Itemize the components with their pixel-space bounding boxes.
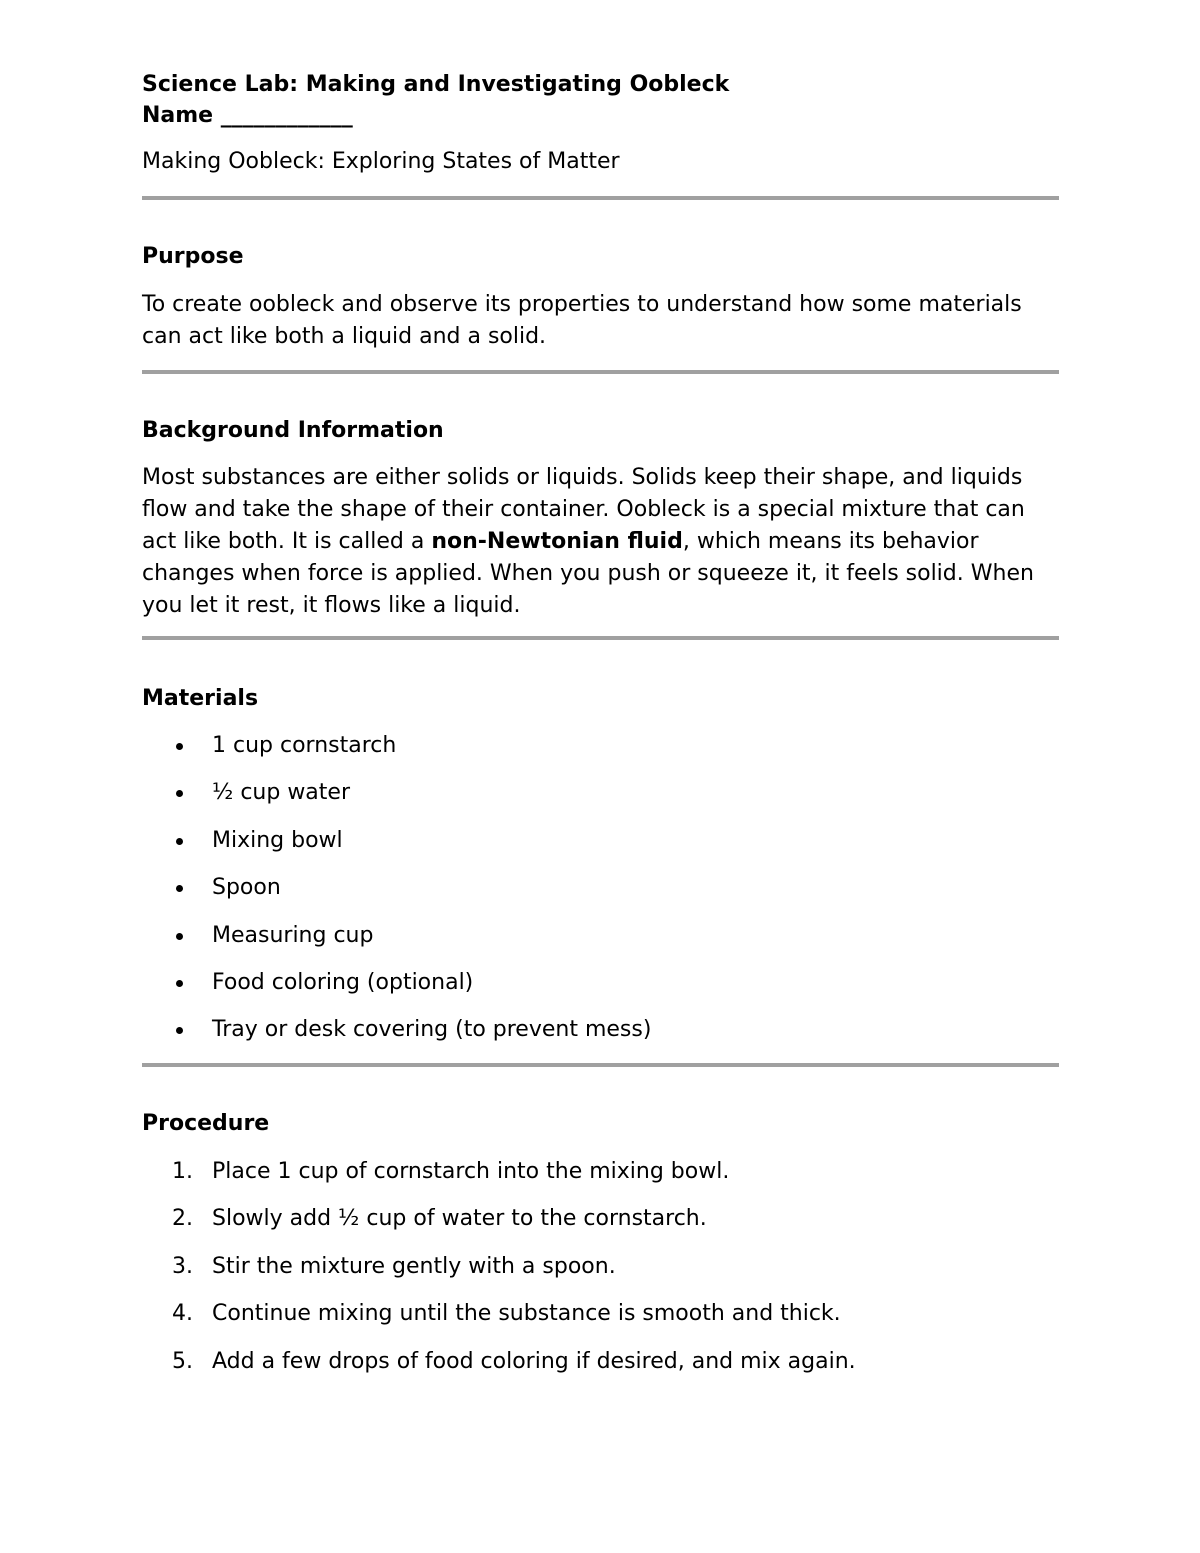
name-field-line [142, 101, 353, 131]
name-blank: ____________ [220, 103, 353, 128]
name-label: Name [142, 103, 214, 128]
material-item: Mixing bowl [212, 827, 343, 853]
procedure-heading: Procedure [142, 1111, 270, 1136]
section-divider [142, 370, 1059, 374]
section-divider [142, 196, 1059, 200]
step-number: 4. [172, 1301, 193, 1327]
background-bold-term: non-Newtonian fluid [431, 529, 683, 554]
purpose-text: To create oobleck and observe its properties to understand how some materials can act like both a liquid and a solid. [142, 292, 1022, 349]
step-number: 1. [172, 1159, 193, 1184]
materials-heading: Materials [142, 686, 259, 711]
section-divider [142, 1063, 1059, 1067]
procedure-step: Add a few drops of food coloring if desired, and mix again. [212, 1348, 856, 1374]
document-title: Science Lab: Making and Investigating Oobleck [142, 72, 730, 97]
material-item: Measuring cup [212, 922, 374, 948]
background-text [142, 462, 1059, 622]
section-divider [142, 636, 1059, 640]
material-item: Spoon [212, 875, 281, 901]
procedure-step: Place 1 cup of cornstarch into the mixing bowl. [212, 1159, 730, 1184]
material-item: 1 cup cornstarch [212, 733, 397, 758]
document-subtitle: Making Oobleck: Exploring States of Matter [142, 149, 620, 174]
purpose-heading: Purpose [142, 244, 244, 269]
background-heading: Background Information [142, 418, 444, 443]
procedure-step: Stir the mixture gently with a spoon. [212, 1253, 616, 1279]
procedure-step: Continue mixing until the substance is smooth and thick. [212, 1301, 841, 1327]
step-number: 5. [172, 1348, 193, 1374]
background-text-part: , which means its behavior changes when force is applied. When you push or squeeze it, it feels solid. When you let it rest, it flows like a liquid. [142, 529, 1034, 618]
step-number: 3. [172, 1253, 193, 1279]
background-text-part: Most substances are either solids or liquids. Solids keep their shape, and liquids flow and take the shape of their container. Oobleck is a special mixture that can act like both. It is called a [142, 465, 1025, 554]
step-number: 2. [172, 1206, 193, 1232]
material-item: Tray or desk covering (to prevent mess) [212, 1017, 652, 1043]
material-item: ½ cup water [212, 780, 350, 806]
material-item: Food coloring (optional) [212, 969, 474, 995]
procedure-step: Slowly add ½ cup of water to the cornstarch. [212, 1206, 707, 1232]
